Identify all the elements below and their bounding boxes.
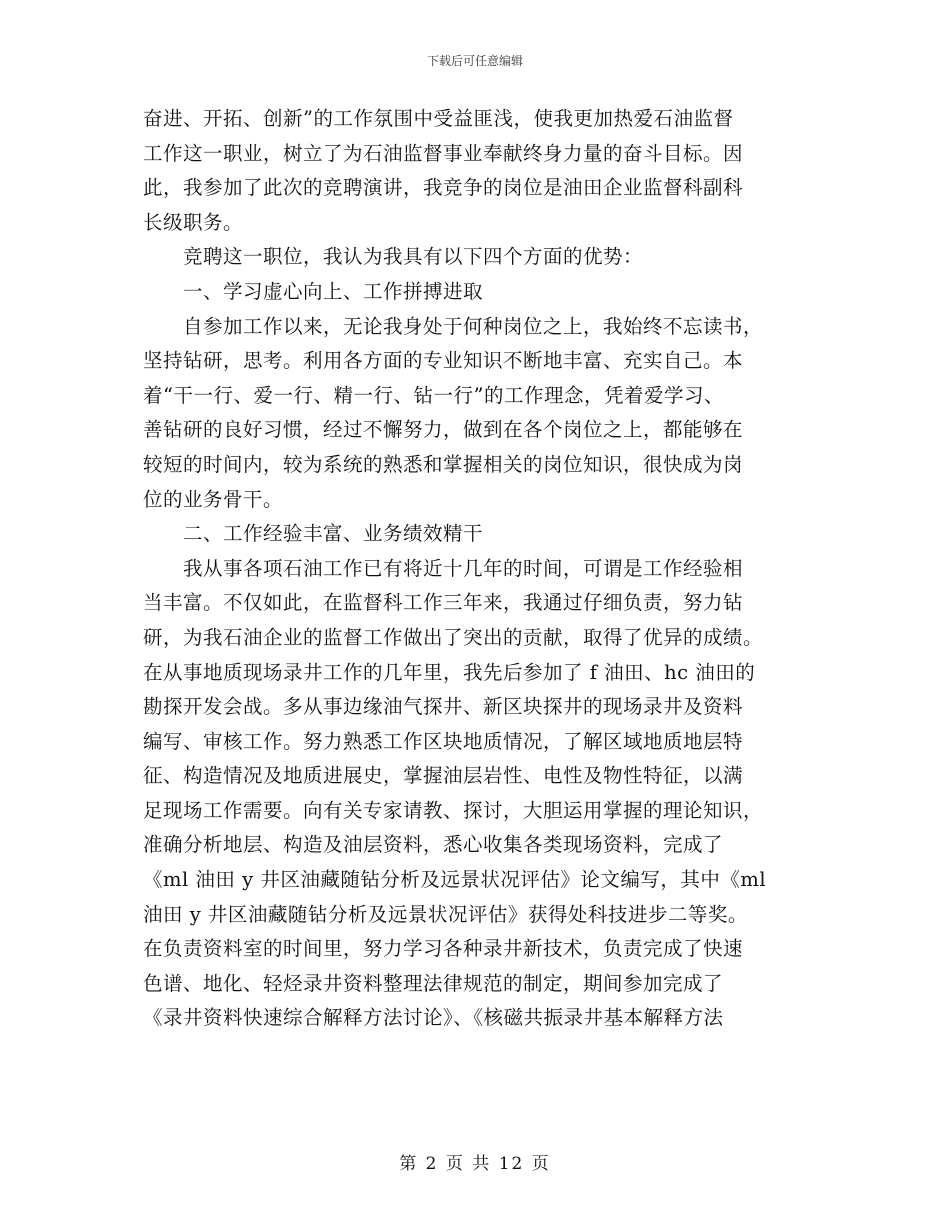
text-line: 研，为我石油企业的监督工作做出了突出的贡献，取得了优异的成绩。	[143, 625, 764, 649]
text-line: 此，我参加了此次的竞聘演讲，我竞争的岗位是油田企业监督科副科	[143, 176, 744, 200]
text-line: 善钻研的良好习惯，经过不懈努力，做到在各个岗位之上，都能够在	[143, 418, 744, 442]
text-line: 《录井资料快速综合解释方法讨论》、《核磁共振录井基本解释方法	[143, 1006, 724, 1030]
text-line: 当丰富。不仅如此，在监督科工作三年来，我通过仔细负责，努力钻	[143, 591, 744, 615]
text-line: 足现场工作需要。向有关专家请教、探讨，大胆运用掌握的理论知识，	[143, 798, 764, 822]
text-line: 位的业务骨干。	[143, 487, 284, 511]
text-line: 着“干一行、爱一行、精一行、钻一行”的工作理念，凭着爱学习、	[143, 383, 724, 407]
text-line: 在从事地质现场录井工作的几年里，我先后参加了 f 油田、hc 油田的	[143, 660, 756, 684]
text-line: 工作这一职业，树立了为石油监督事业奉献终身力量的奋斗目标。因	[143, 141, 744, 165]
text-line: 在负责资料室的时间里，努力学习各种录井新技术，负责完成了快速	[143, 937, 744, 961]
text-line: 油田 y 井区油藏随钻分析及远景状况评估》获得处科技进步二等奖。	[143, 902, 748, 926]
text-line: 编写、审核工作。努力熟悉工作区块地质情况，了解区域地质地层特	[143, 729, 744, 753]
section-heading: 二、工作经验丰富、业务绩效精干	[143, 522, 484, 546]
page-header: 下载后可任意编辑	[426, 54, 523, 68]
text-line: 征、构造情况及地质进展史，掌握油层岩性、电性及物性特征，以满	[143, 764, 744, 788]
text-line: 勘探开发会战。多从事边缘油气探井、新区块探井的现场录井及资料	[143, 695, 744, 719]
page-number-footer: 第 2 页 共 12 页	[399, 1154, 551, 1174]
text-line: 竞聘这一职位，我认为我具有以下四个方面的优势：	[143, 245, 644, 269]
section-heading: 一、学习虚心向上、工作拼搏进取	[143, 279, 484, 303]
body-text	[143, 102, 808, 1036]
text-line: 我从事各项石油工作已有将近十几年的时间，可谓是工作经验相	[143, 556, 744, 580]
text-line: 准确分析地层、构造及油层资料，悉心收集各类现场资料，完成了	[143, 833, 724, 857]
text-line: 自参加工作以来，无论我身处于何种岗位之上，我始终不忘读书，	[143, 314, 764, 338]
text-line: 色谱、地化、轻烃录井资料整理法律规范的制定，期间参加完成了	[143, 971, 724, 995]
text-line: 长级职务。	[143, 210, 244, 234]
text-line: 较短的时间内，较为系统的熟悉和掌握相关的岗位知识，很快成为岗	[143, 452, 744, 476]
text-line: 《ml 油田 y 井区油藏随钻分析及远景状况评估》论文编写，其中《ml	[143, 868, 767, 892]
text-line: 坚持钻研，思考。利用各方面的专业知识不断地丰富、充实自己。本	[143, 349, 744, 373]
text-line: 奋进、开拓、创新”的工作氛围中受益匪浅，使我更加热爱石油监督	[143, 107, 734, 130]
